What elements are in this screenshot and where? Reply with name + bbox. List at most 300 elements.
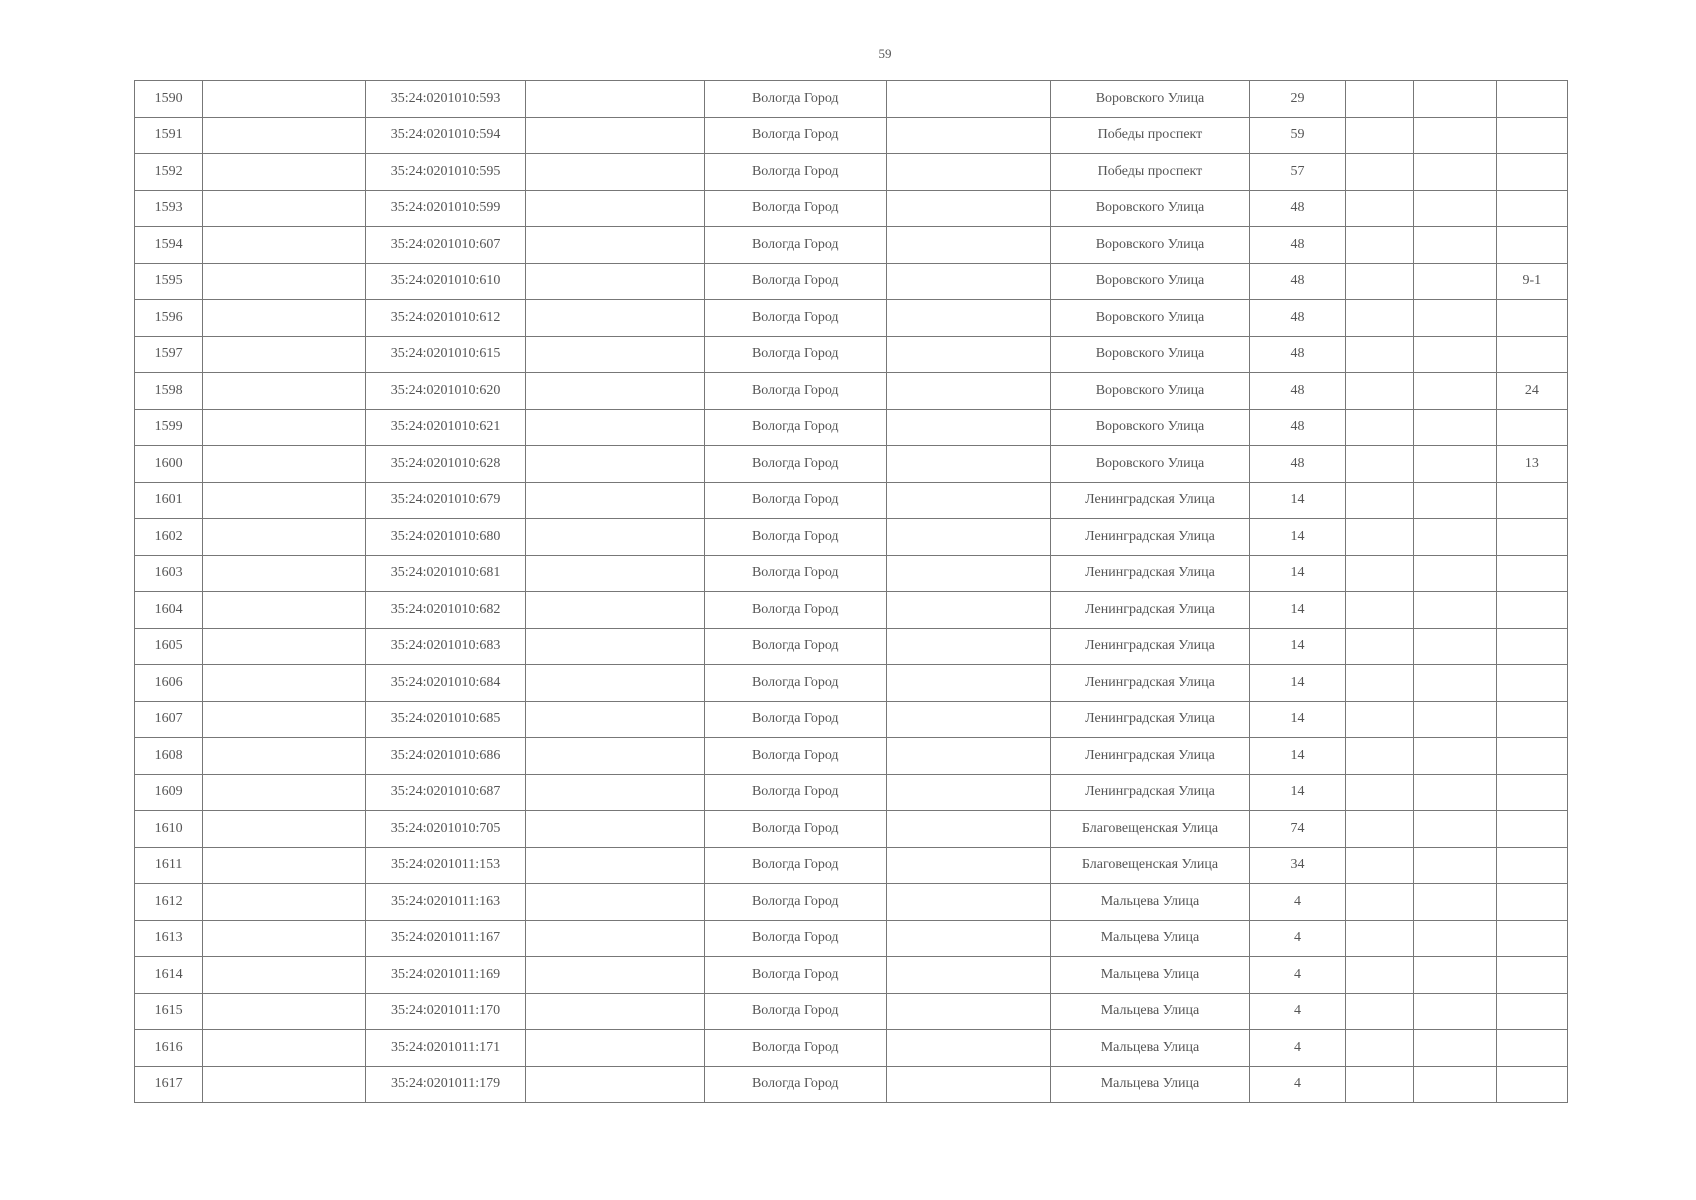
blank-cell-5 <box>1414 920 1496 957</box>
row-number-cell: 1616 <box>135 1030 203 1067</box>
blank-cell-2 <box>526 592 705 629</box>
cadastral-number-cell: 35:24:0201010:612 <box>365 300 526 337</box>
street-cell: Ленинградская Улица <box>1051 701 1250 738</box>
blank-cell-4 <box>1346 1030 1414 1067</box>
city-cell: Вологда Город <box>704 665 886 702</box>
apartment-cell <box>1496 592 1567 629</box>
street-cell: Ленинградская Улица <box>1051 665 1250 702</box>
blank-cell-5 <box>1414 190 1496 227</box>
blank-cell-2 <box>526 847 705 884</box>
blank-cell-2 <box>526 665 705 702</box>
row-number-cell: 1617 <box>135 1066 203 1103</box>
blank-cell-4 <box>1346 373 1414 410</box>
blank-cell-3 <box>886 81 1051 118</box>
blank-cell-3 <box>886 373 1051 410</box>
blank-cell-3 <box>886 920 1051 957</box>
row-number-cell: 1597 <box>135 336 203 373</box>
blank-cell-5 <box>1414 336 1496 373</box>
city-cell: Вологда Город <box>704 482 886 519</box>
row-number-cell: 1602 <box>135 519 203 556</box>
blank-cell-4 <box>1346 1066 1414 1103</box>
blank-cell-3 <box>886 336 1051 373</box>
apartment-cell <box>1496 628 1567 665</box>
row-number-cell: 1605 <box>135 628 203 665</box>
blank-cell-4 <box>1346 446 1414 483</box>
row-number-cell: 1615 <box>135 993 203 1030</box>
blank-cell-4 <box>1346 409 1414 446</box>
cadastral-number-cell: 35:24:0201010:610 <box>365 263 526 300</box>
cadastral-number-cell: 35:24:0201010:595 <box>365 154 526 191</box>
cadastral-number-cell: 35:24:0201010:679 <box>365 482 526 519</box>
house-number-cell: 14 <box>1249 555 1345 592</box>
house-number-cell: 4 <box>1249 993 1345 1030</box>
city-cell: Вологда Город <box>704 190 886 227</box>
blank-cell-4 <box>1346 665 1414 702</box>
city-cell: Вологда Город <box>704 555 886 592</box>
city-cell: Вологда Город <box>704 628 886 665</box>
blank-cell-4 <box>1346 555 1414 592</box>
table-row <box>135 373 1568 410</box>
blank-cell-4 <box>1346 811 1414 848</box>
blank-cell-5 <box>1414 774 1496 811</box>
city-cell: Вологда Город <box>704 592 886 629</box>
table-row <box>135 446 1568 483</box>
blank-cell-3 <box>886 519 1051 556</box>
blank-cell-5 <box>1414 227 1496 264</box>
blank-cell-1 <box>203 811 366 848</box>
apartment-cell <box>1496 81 1567 118</box>
table-row <box>135 1066 1568 1103</box>
blank-cell-1 <box>203 1030 366 1067</box>
street-cell: Победы проспект <box>1051 117 1250 154</box>
house-number-cell: 4 <box>1249 920 1345 957</box>
blank-cell-4 <box>1346 81 1414 118</box>
street-cell: Воровского Улица <box>1051 409 1250 446</box>
row-number-cell: 1594 <box>135 227 203 264</box>
blank-cell-1 <box>203 336 366 373</box>
blank-cell-4 <box>1346 227 1414 264</box>
blank-cell-4 <box>1346 154 1414 191</box>
city-cell: Вологда Город <box>704 519 886 556</box>
blank-cell-2 <box>526 117 705 154</box>
street-cell: Мальцева Улица <box>1051 1030 1250 1067</box>
table-body <box>135 81 1568 1103</box>
blank-cell-2 <box>526 409 705 446</box>
blank-cell-1 <box>203 373 366 410</box>
blank-cell-5 <box>1414 1030 1496 1067</box>
blank-cell-4 <box>1346 263 1414 300</box>
table-row <box>135 482 1568 519</box>
row-number-cell: 1590 <box>135 81 203 118</box>
blank-cell-2 <box>526 738 705 775</box>
cadastral-number-cell: 35:24:0201010:615 <box>365 336 526 373</box>
blank-cell-2 <box>526 774 705 811</box>
blank-cell-2 <box>526 1066 705 1103</box>
blank-cell-5 <box>1414 665 1496 702</box>
cadastral-number-cell: 35:24:0201010:594 <box>365 117 526 154</box>
blank-cell-1 <box>203 190 366 227</box>
city-cell: Вологда Город <box>704 1030 886 1067</box>
apartment-cell <box>1496 1030 1567 1067</box>
cadastral-number-cell: 35:24:0201010:684 <box>365 665 526 702</box>
blank-cell-4 <box>1346 628 1414 665</box>
blank-cell-3 <box>886 701 1051 738</box>
blank-cell-1 <box>203 1066 366 1103</box>
blank-cell-1 <box>203 592 366 629</box>
city-cell: Вологда Город <box>704 154 886 191</box>
blank-cell-1 <box>203 665 366 702</box>
blank-cell-5 <box>1414 154 1496 191</box>
blank-cell-2 <box>526 628 705 665</box>
cadastral-number-cell: 35:24:0201010:621 <box>365 409 526 446</box>
house-number-cell: 4 <box>1249 1030 1345 1067</box>
house-number-cell: 48 <box>1249 227 1345 264</box>
blank-cell-2 <box>526 811 705 848</box>
house-number-cell: 34 <box>1249 847 1345 884</box>
apartment-cell <box>1496 738 1567 775</box>
street-cell: Воровского Улица <box>1051 190 1250 227</box>
blank-cell-4 <box>1346 920 1414 957</box>
blank-cell-5 <box>1414 117 1496 154</box>
blank-cell-5 <box>1414 300 1496 337</box>
blank-cell-3 <box>886 190 1051 227</box>
house-number-cell: 4 <box>1249 1066 1345 1103</box>
row-number-cell: 1613 <box>135 920 203 957</box>
street-cell: Мальцева Улица <box>1051 993 1250 1030</box>
blank-cell-2 <box>526 154 705 191</box>
blank-cell-3 <box>886 117 1051 154</box>
street-cell: Воровского Улица <box>1051 81 1250 118</box>
city-cell: Вологда Город <box>704 920 886 957</box>
blank-cell-4 <box>1346 774 1414 811</box>
row-number-cell: 1596 <box>135 300 203 337</box>
table-row <box>135 1030 1568 1067</box>
row-number-cell: 1592 <box>135 154 203 191</box>
street-cell: Воровского Улица <box>1051 446 1250 483</box>
blank-cell-3 <box>886 1066 1051 1103</box>
street-cell: Победы проспект <box>1051 154 1250 191</box>
blank-cell-1 <box>203 227 366 264</box>
street-cell: Ленинградская Улица <box>1051 592 1250 629</box>
blank-cell-5 <box>1414 993 1496 1030</box>
city-cell: Вологда Город <box>704 446 886 483</box>
house-number-cell: 48 <box>1249 373 1345 410</box>
cadastral-number-cell: 35:24:0201011:167 <box>365 920 526 957</box>
table-row <box>135 811 1568 848</box>
house-number-cell: 14 <box>1249 774 1345 811</box>
blank-cell-5 <box>1414 701 1496 738</box>
table-row <box>135 336 1568 373</box>
blank-cell-1 <box>203 847 366 884</box>
blank-cell-4 <box>1346 117 1414 154</box>
blank-cell-1 <box>203 81 366 118</box>
blank-cell-2 <box>526 190 705 227</box>
city-cell: Вологда Город <box>704 409 886 446</box>
house-number-cell: 14 <box>1249 665 1345 702</box>
blank-cell-2 <box>526 300 705 337</box>
blank-cell-4 <box>1346 957 1414 994</box>
blank-cell-4 <box>1346 336 1414 373</box>
blank-cell-3 <box>886 592 1051 629</box>
row-number-cell: 1604 <box>135 592 203 629</box>
row-number-cell: 1612 <box>135 884 203 921</box>
city-cell: Вологда Город <box>704 1066 886 1103</box>
city-cell: Вологда Город <box>704 957 886 994</box>
blank-cell-3 <box>886 227 1051 264</box>
blank-cell-2 <box>526 482 705 519</box>
blank-cell-1 <box>203 482 366 519</box>
house-number-cell: 14 <box>1249 482 1345 519</box>
table-row <box>135 993 1568 1030</box>
cadastral-number-cell: 35:24:0201011:171 <box>365 1030 526 1067</box>
apartment-cell <box>1496 774 1567 811</box>
blank-cell-3 <box>886 774 1051 811</box>
apartment-cell <box>1496 154 1567 191</box>
city-cell: Вологда Город <box>704 847 886 884</box>
registry-table <box>134 80 1568 1103</box>
row-number-cell: 1606 <box>135 665 203 702</box>
table-row <box>135 738 1568 775</box>
cadastral-number-cell: 35:24:0201011:169 <box>365 957 526 994</box>
blank-cell-5 <box>1414 519 1496 556</box>
blank-cell-5 <box>1414 81 1496 118</box>
street-cell: Ленинградская Улица <box>1051 555 1250 592</box>
row-number-cell: 1595 <box>135 263 203 300</box>
city-cell: Вологда Город <box>704 738 886 775</box>
row-number-cell: 1601 <box>135 482 203 519</box>
cadastral-number-cell: 35:24:0201011:179 <box>365 1066 526 1103</box>
street-cell: Воровского Улица <box>1051 373 1250 410</box>
blank-cell-4 <box>1346 300 1414 337</box>
blank-cell-2 <box>526 555 705 592</box>
table-row <box>135 190 1568 227</box>
blank-cell-4 <box>1346 519 1414 556</box>
city-cell: Вологда Город <box>704 811 886 848</box>
apartment-cell <box>1496 227 1567 264</box>
house-number-cell: 14 <box>1249 519 1345 556</box>
blank-cell-1 <box>203 519 366 556</box>
row-number-cell: 1591 <box>135 117 203 154</box>
table-row <box>135 409 1568 446</box>
house-number-cell: 48 <box>1249 336 1345 373</box>
row-number-cell: 1614 <box>135 957 203 994</box>
blank-cell-1 <box>203 738 366 775</box>
blank-cell-5 <box>1414 738 1496 775</box>
apartment-cell <box>1496 993 1567 1030</box>
apartment-cell <box>1496 847 1567 884</box>
cadastral-number-cell: 35:24:0201010:683 <box>365 628 526 665</box>
blank-cell-4 <box>1346 592 1414 629</box>
house-number-cell: 48 <box>1249 409 1345 446</box>
table-row <box>135 665 1568 702</box>
row-number-cell: 1600 <box>135 446 203 483</box>
blank-cell-5 <box>1414 811 1496 848</box>
blank-cell-4 <box>1346 884 1414 921</box>
street-cell: Мальцева Улица <box>1051 884 1250 921</box>
blank-cell-2 <box>526 373 705 410</box>
table-row <box>135 555 1568 592</box>
row-number-cell: 1608 <box>135 738 203 775</box>
blank-cell-2 <box>526 446 705 483</box>
cadastral-number-cell: 35:24:0201010:620 <box>365 373 526 410</box>
blank-cell-3 <box>886 847 1051 884</box>
street-cell: Благовещенская Улица <box>1051 847 1250 884</box>
cadastral-number-cell: 35:24:0201010:593 <box>365 81 526 118</box>
city-cell: Вологда Город <box>704 884 886 921</box>
blank-cell-2 <box>526 701 705 738</box>
blank-cell-2 <box>526 519 705 556</box>
cadastral-number-cell: 35:24:0201010:685 <box>365 701 526 738</box>
row-number-cell: 1609 <box>135 774 203 811</box>
blank-cell-3 <box>886 628 1051 665</box>
house-number-cell: 14 <box>1249 628 1345 665</box>
blank-cell-5 <box>1414 373 1496 410</box>
cadastral-number-cell: 35:24:0201010:687 <box>365 774 526 811</box>
street-cell: Ленинградская Улица <box>1051 519 1250 556</box>
page-number: 59 <box>878 46 892 61</box>
blank-cell-3 <box>886 957 1051 994</box>
blank-cell-3 <box>886 993 1051 1030</box>
street-cell: Мальцева Улица <box>1051 920 1250 957</box>
apartment-cell <box>1496 701 1567 738</box>
blank-cell-2 <box>526 957 705 994</box>
cadastral-number-cell: 35:24:0201010:705 <box>365 811 526 848</box>
apartment-cell <box>1496 811 1567 848</box>
street-cell: Воровского Улица <box>1051 263 1250 300</box>
street-cell: Ленинградская Улица <box>1051 482 1250 519</box>
house-number-cell: 4 <box>1249 957 1345 994</box>
cadastral-number-cell: 35:24:0201010:628 <box>365 446 526 483</box>
blank-cell-1 <box>203 117 366 154</box>
blank-cell-1 <box>203 263 366 300</box>
cadastral-number-cell: 35:24:0201010:686 <box>365 738 526 775</box>
house-number-cell: 48 <box>1249 446 1345 483</box>
city-cell: Вологда Город <box>704 263 886 300</box>
city-cell: Вологда Город <box>704 701 886 738</box>
house-number-cell: 29 <box>1249 81 1345 118</box>
apartment-cell: 9-1 <box>1496 263 1567 300</box>
street-cell: Благовещенская Улица <box>1051 811 1250 848</box>
cadastral-number-cell: 35:24:0201010:680 <box>365 519 526 556</box>
apartment-cell <box>1496 519 1567 556</box>
blank-cell-5 <box>1414 957 1496 994</box>
blank-cell-1 <box>203 154 366 191</box>
blank-cell-4 <box>1346 701 1414 738</box>
blank-cell-1 <box>203 957 366 994</box>
blank-cell-3 <box>886 482 1051 519</box>
blank-cell-3 <box>886 811 1051 848</box>
blank-cell-1 <box>203 300 366 337</box>
street-cell: Воровского Улица <box>1051 227 1250 264</box>
table-row <box>135 920 1568 957</box>
cadastral-number-cell: 35:24:0201010:682 <box>365 592 526 629</box>
street-cell: Ленинградская Улица <box>1051 628 1250 665</box>
city-cell: Вологда Город <box>704 993 886 1030</box>
blank-cell-3 <box>886 555 1051 592</box>
table-row <box>135 701 1568 738</box>
row-number-cell: 1611 <box>135 847 203 884</box>
blank-cell-1 <box>203 701 366 738</box>
blank-cell-5 <box>1414 482 1496 519</box>
blank-cell-1 <box>203 555 366 592</box>
street-cell: Мальцева Улица <box>1051 957 1250 994</box>
blank-cell-4 <box>1346 847 1414 884</box>
table-row <box>135 957 1568 994</box>
city-cell: Вологда Город <box>704 117 886 154</box>
city-cell: Вологда Город <box>704 373 886 410</box>
house-number-cell: 4 <box>1249 884 1345 921</box>
blank-cell-5 <box>1414 847 1496 884</box>
apartment-cell <box>1496 336 1567 373</box>
table-row <box>135 628 1568 665</box>
house-number-cell: 14 <box>1249 701 1345 738</box>
row-number-cell: 1599 <box>135 409 203 446</box>
apartment-cell <box>1496 1066 1567 1103</box>
blank-cell-3 <box>886 1030 1051 1067</box>
blank-cell-3 <box>886 263 1051 300</box>
table-row <box>135 300 1568 337</box>
row-number-cell: 1598 <box>135 373 203 410</box>
apartment-cell <box>1496 665 1567 702</box>
city-cell: Вологда Город <box>704 336 886 373</box>
city-cell: Вологда Город <box>704 81 886 118</box>
city-cell: Вологда Город <box>704 300 886 337</box>
blank-cell-2 <box>526 336 705 373</box>
blank-cell-4 <box>1346 190 1414 227</box>
blank-cell-1 <box>203 920 366 957</box>
blank-cell-1 <box>203 774 366 811</box>
street-cell: Ленинградская Улица <box>1051 738 1250 775</box>
blank-cell-3 <box>886 154 1051 191</box>
blank-cell-1 <box>203 884 366 921</box>
apartment-cell <box>1496 409 1567 446</box>
blank-cell-2 <box>526 993 705 1030</box>
row-number-cell: 1607 <box>135 701 203 738</box>
blank-cell-3 <box>886 300 1051 337</box>
cadastral-number-cell: 35:24:0201011:170 <box>365 993 526 1030</box>
table-row <box>135 774 1568 811</box>
cadastral-number-cell: 35:24:0201011:153 <box>365 847 526 884</box>
apartment-cell <box>1496 117 1567 154</box>
house-number-cell: 14 <box>1249 738 1345 775</box>
table-row <box>135 154 1568 191</box>
apartment-cell <box>1496 190 1567 227</box>
street-cell: Воровского Улица <box>1051 300 1250 337</box>
table-row <box>135 847 1568 884</box>
apartment-cell <box>1496 482 1567 519</box>
blank-cell-5 <box>1414 446 1496 483</box>
blank-cell-3 <box>886 665 1051 702</box>
blank-cell-2 <box>526 1030 705 1067</box>
row-number-cell: 1593 <box>135 190 203 227</box>
house-number-cell: 48 <box>1249 300 1345 337</box>
blank-cell-3 <box>886 738 1051 775</box>
row-number-cell: 1610 <box>135 811 203 848</box>
blank-cell-5 <box>1414 555 1496 592</box>
cadastral-number-cell: 35:24:0201010:607 <box>365 227 526 264</box>
cadastral-number-cell: 35:24:0201011:163 <box>365 884 526 921</box>
apartment-cell <box>1496 920 1567 957</box>
house-number-cell: 59 <box>1249 117 1345 154</box>
table-row <box>135 117 1568 154</box>
apartment-cell: 13 <box>1496 446 1567 483</box>
apartment-cell <box>1496 555 1567 592</box>
house-number-cell: 48 <box>1249 263 1345 300</box>
blank-cell-2 <box>526 263 705 300</box>
cadastral-number-cell: 35:24:0201010:681 <box>365 555 526 592</box>
street-cell: Ленинградская Улица <box>1051 774 1250 811</box>
blank-cell-5 <box>1414 1066 1496 1103</box>
